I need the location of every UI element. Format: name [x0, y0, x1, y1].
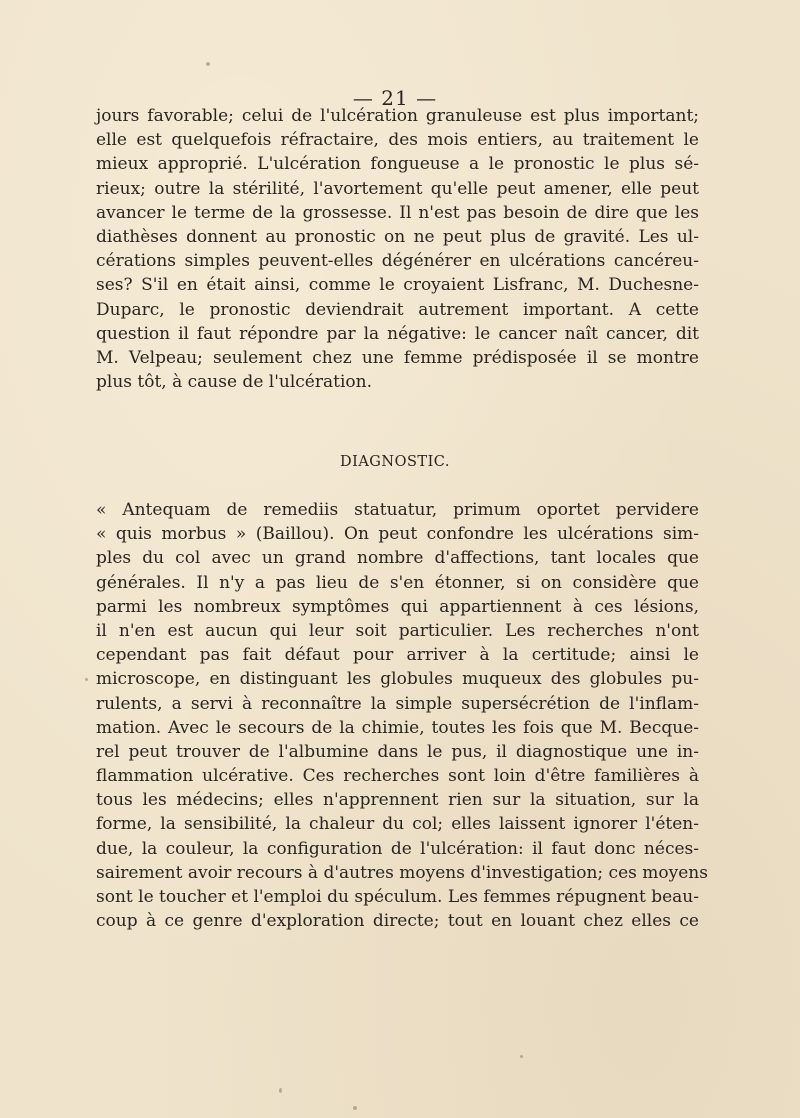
text-line: sont le toucher et l'emploi du spéculum. Les femmes répugnent beau- — [96, 887, 699, 907]
text-line: « quis morbus » (Baillou). On peut confondre les ulcérations sim- — [96, 524, 699, 545]
text-line: microscope, en distinguant les globules muqueux des globules pu- — [96, 669, 699, 690]
paper-speck — [353, 1106, 357, 1110]
text-line: ples du col avec un grand nombre d'affections, tant locales que — [96, 548, 699, 569]
paper-speck — [520, 1055, 523, 1058]
text-line: cependant pas fait défaut pour arriver à la certitude; ainsi le — [96, 645, 699, 666]
text-line: jours favorable; celui de l'ulcération granuleuse est plus important; — [96, 106, 699, 126]
text-line: Duparc, le pronostic deviendrait autrement important. A cette — [96, 299, 699, 320]
text-line: ses? S'il en était ainsi, comme le croyaient Lisfranc, M. Duchesne- — [96, 275, 699, 296]
page-number: — 21 — — [352, 86, 438, 110]
text-line: rieux; outre la stérilité, l'avortement qu'elle peut amener, elle peut — [96, 178, 699, 199]
text-line: flammation ulcérative. Ces recherches sont loin d'être familières à — [96, 766, 699, 787]
text-line: coup à ce genre d'exploration directe; tout en louant chez elles ce — [96, 911, 699, 932]
paper-speck — [206, 62, 210, 66]
text-line: rulents, a servi à reconnaître la simple supersécrétion de l'inflam- — [96, 693, 699, 714]
text-line: générales. Il n'y a pas lieu de s'en étonner, si on considère que — [96, 572, 699, 593]
text-line: elle est quelquefois réfractaire, des mois entiers, au traitement le — [96, 130, 699, 151]
text-line: question il faut répondre par la négative: le cancer naît cancer, dit — [96, 323, 699, 344]
paragraph-prognosis — [96, 104, 699, 394]
text-line: « Antequam de remediis statuatur, primum oportet pervidere — [96, 500, 699, 520]
text-line: avancer le terme de la grossesse. Il n'est pas besoin de dire que les — [96, 202, 699, 223]
paper-speck — [85, 678, 88, 681]
text-line: diathèses donnent au pronostic on ne peut plus de gravité. Les ul- — [96, 226, 699, 247]
section-heading: DIAGNOSTIC. — [339, 454, 450, 470]
text-line: due, la couleur, la configuration de l'ulcération: il faut donc néces- — [96, 838, 699, 859]
paragraph-diagnosis — [96, 498, 708, 933]
text-line: rel peut trouver de l'albumine dans le pus, il diagnostique une in- — [96, 741, 699, 762]
text-line: forme, la sensibilité, la chaleur du col; elles laissent ignorer l'éten- — [96, 814, 699, 835]
paper-speck — [279, 1088, 282, 1093]
text-line: tous les médecins; elles n'apprennent rien sur la situation, sur la — [96, 790, 699, 811]
text-line: il n'en est aucun qui leur soit particulier. Les recherches n'ont — [96, 620, 699, 641]
text-line: M. Velpeau; seulement chez une femme prédisposée il se montre — [96, 347, 699, 368]
text-line: mieux approprié. L'ulcération fongueuse a le pronostic le plus sé- — [96, 154, 699, 175]
text-line: sairement avoir recours à d'autres moyens d'investigation; ces moyens — [96, 862, 708, 883]
text-line: parmi les nombreux symptômes qui appartiennent à ces lésions, — [96, 596, 699, 617]
text-line: cérations simples peuvent-elles dégénérer en ulcérations cancéreu- — [96, 251, 699, 272]
text-line: mation. Avec le secours de la chimie, toutes les fois que M. Becque- — [96, 717, 699, 738]
text-line: plus tôt, à cause de l'ulcération. — [96, 372, 372, 393]
